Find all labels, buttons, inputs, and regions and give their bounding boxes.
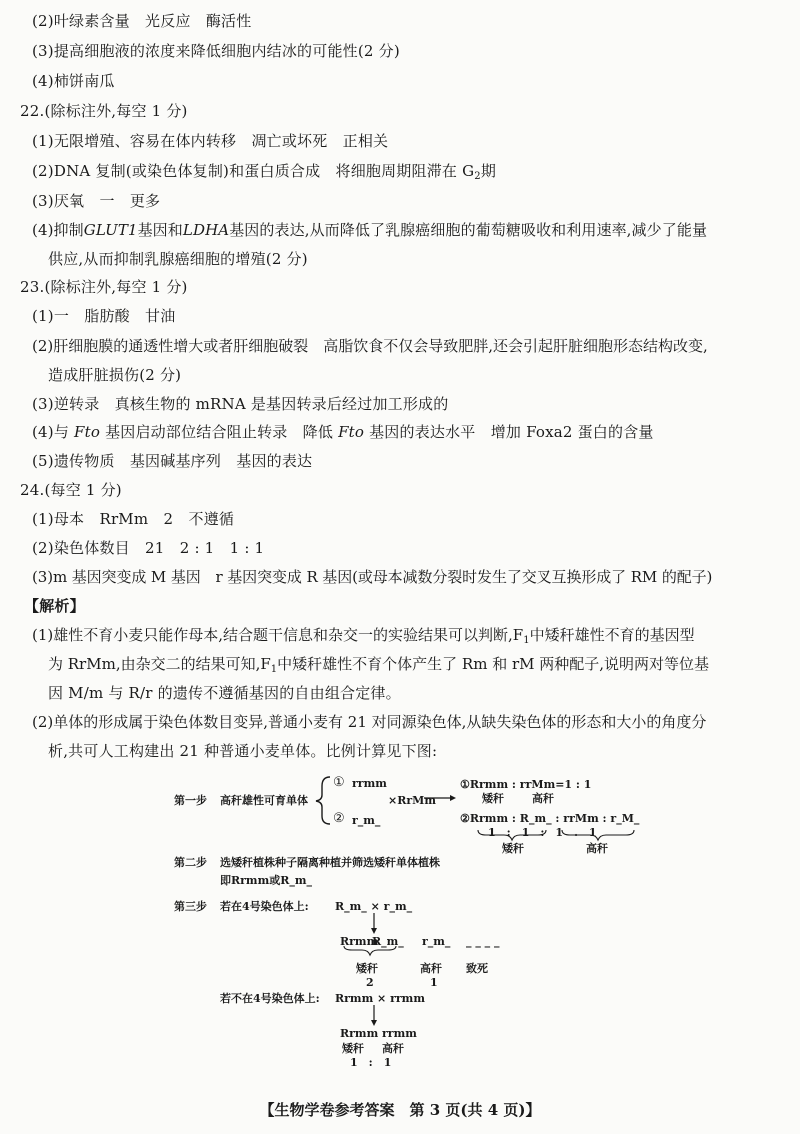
step-3-label: 第三步: [174, 900, 207, 913]
answer-line: (2)叶绿素含量 光反应 酶活性: [32, 12, 252, 30]
answer-line: (4)与 Fto 基因启动部位结合阻止转录 降低 Fto 基因的表达水平 增加 Foxa2 蛋白的含量: [32, 423, 654, 441]
n4-phenotype-dwarf: 矮秆: [342, 1042, 364, 1055]
offspring-rrmm: Rrmm: [340, 935, 379, 948]
result-2-ratio: 1 : 1 : 1 . 1: [488, 826, 597, 839]
question-22-header: 22.(除标注外,每空 1 分): [20, 102, 188, 120]
result-1-tall: 高秆: [532, 792, 554, 805]
analysis-line: 为 RrMm,由杂交二的结果可知$,F_1$中矮秆雄性不育个体产生了 Rm 和 rM 两种配子,说明两对等位基: [48, 655, 710, 675]
result-1-dwarf: 矮秆: [482, 792, 504, 805]
page-footer: 【生物学卷参考答案 第 3 页(共 4 页)】: [259, 1101, 541, 1119]
n4-phenotype-tall: 高秆: [382, 1042, 404, 1055]
question-23-header: 23.(除标注外,每空 1 分): [20, 278, 188, 296]
result-2-tall: 高秆: [586, 842, 608, 855]
step-1-desc: 高秆雄性可育单体: [220, 794, 308, 807]
answer-line: 造成肝脏损伤(2 分): [48, 366, 182, 384]
analysis-line: 析,共可人工构建出 21 种普通小麦单体。比例计算见下图:: [48, 742, 438, 760]
offspring-r-m-dominant: R_m_: [372, 935, 404, 948]
answer-line: (3)厌氧 一 更多: [32, 192, 161, 210]
genotype-r-m: r_m_: [352, 814, 381, 827]
analysis-line: (1)雄性不育小麦只能作母本,结合题干信息和杂交一的实验结果可以判断$,F_1$中矮秆雄性不育的基因型: [32, 626, 695, 646]
not-on-4-label: 若不在4号染色体上:: [220, 992, 320, 1005]
genotype-rrmm: rrmm: [352, 777, 387, 790]
answer-line: (1)无限增殖、容易在体内转移 凋亡或坏死 正相关: [32, 132, 389, 150]
answer-line: (3)m 基因突变成 M 基因 r 基因突变成 R 基因(或母本减数分裂时发生了交叉互换形成了 RM 的配子): [32, 568, 713, 586]
n4-offspring-1: Rrmm: [340, 1027, 379, 1040]
result-1: ①Rrmm : rrMm=1 : 1: [460, 778, 592, 791]
result-2: ②Rrmm : R_m_ : rrMm : r_M_: [460, 812, 640, 825]
step-1-label: 第一步: [174, 794, 207, 807]
phenotype-dwarf: 矮秆: [356, 962, 378, 975]
analysis-heading: 【解析】: [24, 597, 85, 615]
answer-line: (4)柿饼南瓜: [32, 72, 115, 90]
result-2-dwarf: 矮秆: [502, 842, 524, 855]
answer-line: (2)染色体数目 21 2 : 1 1 : 1: [32, 539, 265, 557]
step-3-cross: R_m_ × r_m_: [335, 900, 413, 913]
phenotype-lethal: 致死: [466, 962, 488, 975]
answer-line: (5)遗传物质 基因碱基序列 基因的表达: [32, 452, 313, 470]
answer-line: (3)逆转录 真核生物的 mRNA 是基因转录后经过加工形成的: [32, 395, 449, 413]
circle-one: ①: [333, 775, 345, 790]
offspring-lethal: _ _ _ _: [466, 935, 500, 948]
answer-line: (3)提高细胞液的浓度来降低细胞内结冰的可能性(2 分): [32, 42, 400, 60]
n4-offspring-2: rrmm: [382, 1027, 417, 1040]
phenotype-tall: 高秆: [420, 962, 442, 975]
cross-parent: ×RrMm: [388, 794, 436, 807]
answer-line: (4)抑制GLUT1基因和LDHA基因的表达,从而降低了乳腺癌细胞的葡萄糖吸收和利用速率,减少了能量: [32, 221, 708, 239]
not-on-4-cross: Rrmm × rrmm: [335, 992, 425, 1005]
count-dwarf: 2: [366, 976, 374, 989]
circle-two: ②: [333, 811, 345, 826]
count-tall: 1: [430, 976, 438, 989]
analysis-line: (2)单体的形成属于染色体数目变异,普通小麦有 21 对同源染色体,从缺失染色体的形态和大小的角度分: [32, 713, 707, 731]
step-2-desc: 选矮秆植株种子隔离种植并筛选矮秆单体植株: [220, 856, 440, 869]
step-2-desc-2: 即Rrmm或R_m_: [220, 874, 312, 887]
step-3-desc: 若在4号染色体上:: [220, 900, 309, 913]
answer-line: (1)母本 RrMm 2 不遵循: [32, 510, 235, 528]
n4-ratio: 1 : 1: [350, 1056, 392, 1069]
step-2-label: 第二步: [174, 856, 207, 869]
question-24-header: 24.(每空 1 分): [20, 481, 122, 499]
analysis-line: 因 M/m 与 R/r 的遗传不遵循基因的自由组合定律。: [48, 684, 401, 702]
answer-line: (1)一 脂肪酸 甘油: [32, 307, 176, 325]
answer-line: (2)DNA 复制(或染色体复制)和蛋白质合成 将细胞周期阻滞在 $G_2$期: [32, 162, 497, 182]
answer-line: (2)肝细胞膜的通透性增大或者肝细胞破裂 高脂饮食不仅会导致肥胖,还会引起肝脏细胞形态结构改变,: [32, 337, 708, 355]
answer-line: 供应,从而抑制乳腺癌细胞的增殖(2 分): [48, 250, 308, 268]
offspring-r-m-recessive: r_m_: [422, 935, 451, 948]
